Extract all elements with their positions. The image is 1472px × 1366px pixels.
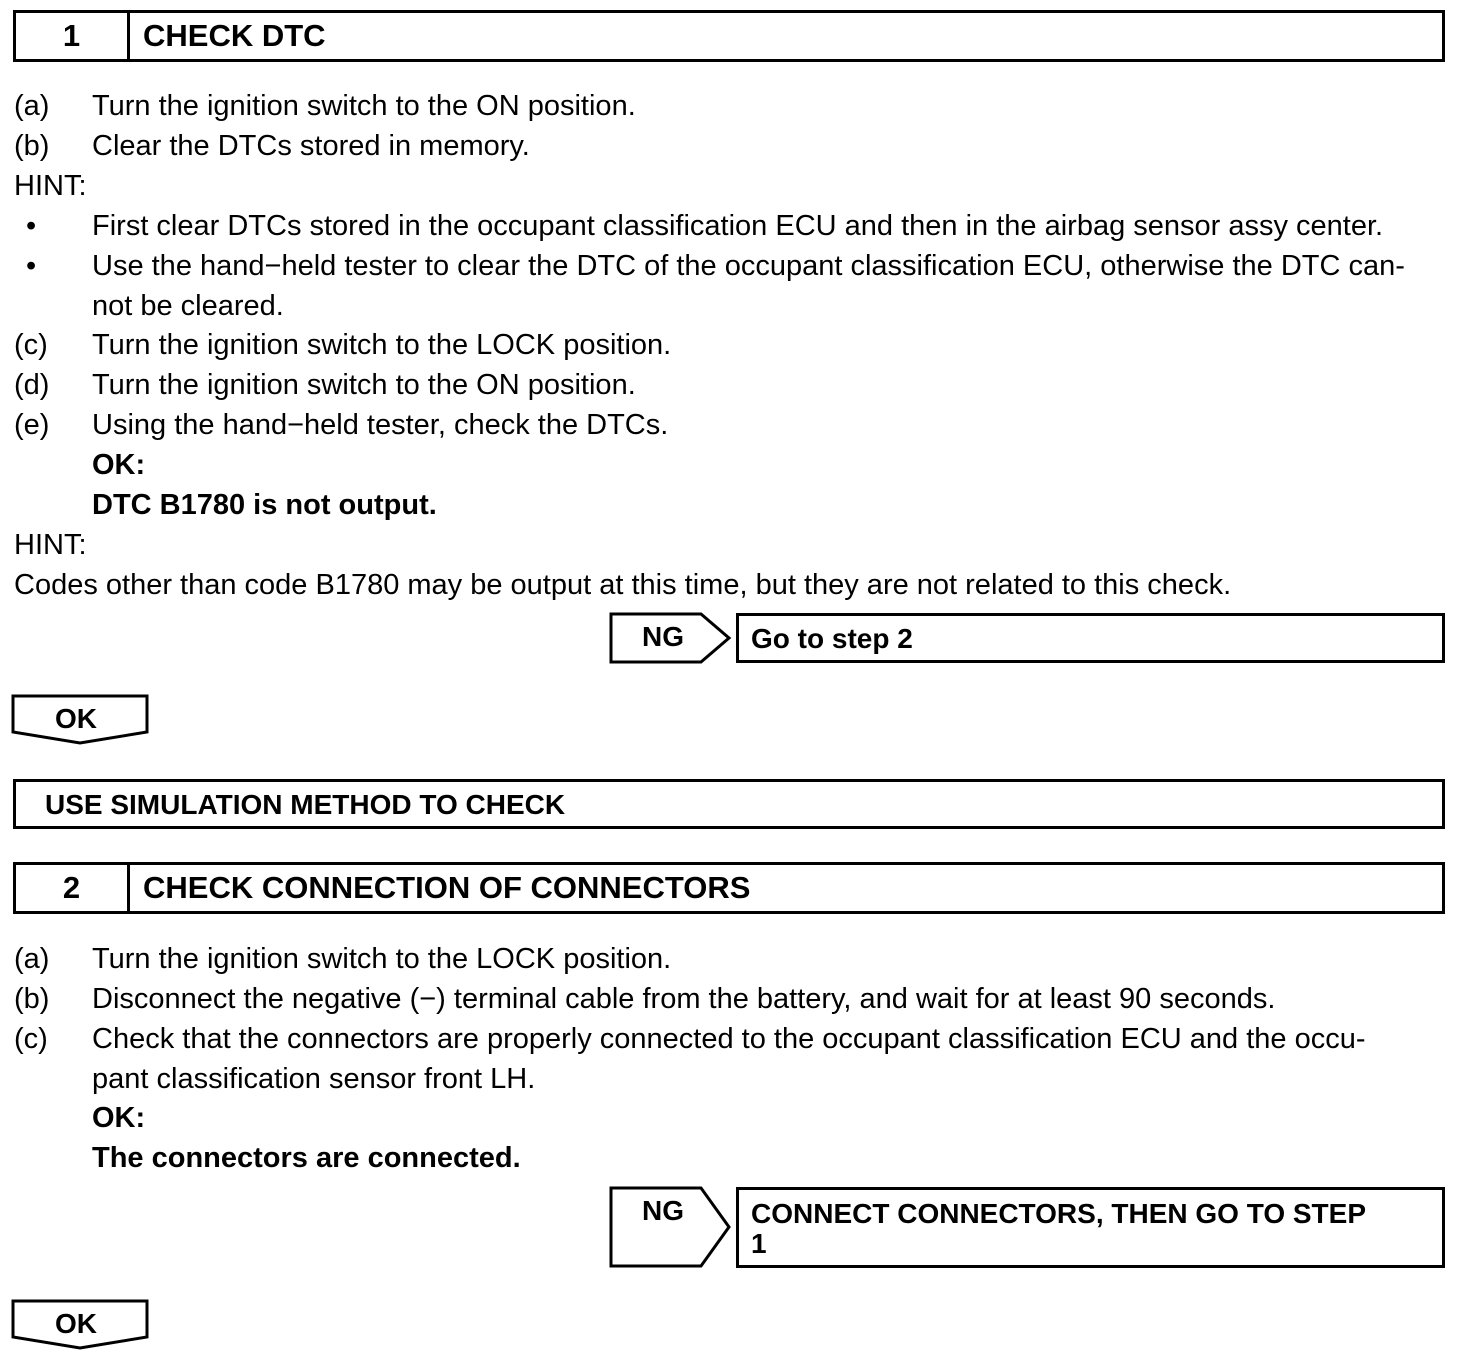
item-text: Check that the connectors are properly connected to the occupant classification ECU and the occu-: [92, 1023, 1366, 1055]
ng-label: NG: [642, 621, 684, 652]
item-text-cont: pant classification sensor front LH.: [92, 1063, 536, 1095]
ng-label: NG: [642, 1195, 684, 1226]
item-text: Turn the ignition switch to the ON position.: [92, 369, 636, 401]
item-text: Disconnect the negative (−) terminal cable from the battery, and wait for at least 90 seconds.: [92, 983, 1276, 1015]
ok-label: OK:: [92, 449, 146, 481]
bullet-icon: •: [26, 250, 37, 282]
step-2-header: [13, 862, 1445, 914]
hint-label: HINT:: [14, 529, 87, 561]
bullet-text: First clear DTCs stored in the occupant classification ECU and then in the airbag sensor assy center.: [92, 210, 1384, 242]
ok-arrow-label: OK: [55, 1308, 97, 1339]
item-label: (b): [14, 983, 50, 1015]
ng-result-box: [736, 613, 1445, 663]
item-label: (c): [14, 329, 48, 361]
step-1-header: [13, 10, 1445, 62]
hint-label: HINT:: [14, 170, 87, 202]
ng-result-text: CONNECT CONNECTORS, THEN GO TO STEP: [751, 1198, 1367, 1229]
step-title: CHECK DTC: [143, 18, 326, 53]
bullet-icon: •: [26, 210, 37, 242]
item-label: (e): [14, 409, 50, 441]
step-number: 1: [16, 13, 130, 59]
ok-condition: The connectors are connected.: [92, 1142, 521, 1174]
bullet-text-cont: not be cleared.: [92, 290, 284, 322]
step-number: 2: [16, 865, 130, 911]
bullet-text: Use the hand−held tester to clear the DTC of the occupant classification ECU, otherwise the DTC can-: [92, 250, 1405, 282]
item-label: (c): [14, 1023, 48, 1055]
item-label: (a): [14, 90, 50, 122]
ok-condition: DTC B1780 is not output.: [92, 489, 437, 521]
ng-result-text-cont: 1: [751, 1228, 767, 1259]
ok-arrow-label: OK: [55, 703, 97, 734]
item-text: Turn the ignition switch to the ON position.: [92, 90, 636, 122]
ng-result-box: [736, 1187, 1445, 1268]
simulation-method-box: [13, 779, 1445, 829]
ng-result-text: Go to step 2: [751, 623, 913, 654]
hint-text: Codes other than code B1780 may be output at this time, but they are not related to this check.: [14, 569, 1232, 601]
item-label: (b): [14, 130, 50, 162]
item-text: Clear the DTCs stored in memory.: [92, 130, 530, 162]
simulation-method-text: USE SIMULATION METHOD TO CHECK: [45, 789, 566, 820]
item-label: (d): [14, 369, 50, 401]
item-label: (a): [14, 943, 50, 975]
item-text: Using the hand−held tester, check the DTCs.: [92, 409, 669, 441]
item-text: Turn the ignition switch to the LOCK position.: [92, 329, 672, 361]
step-title: CHECK CONNECTION OF CONNECTORS: [143, 870, 751, 905]
ok-label: OK:: [92, 1102, 146, 1134]
item-text: Turn the ignition switch to the LOCK position.: [92, 943, 672, 975]
